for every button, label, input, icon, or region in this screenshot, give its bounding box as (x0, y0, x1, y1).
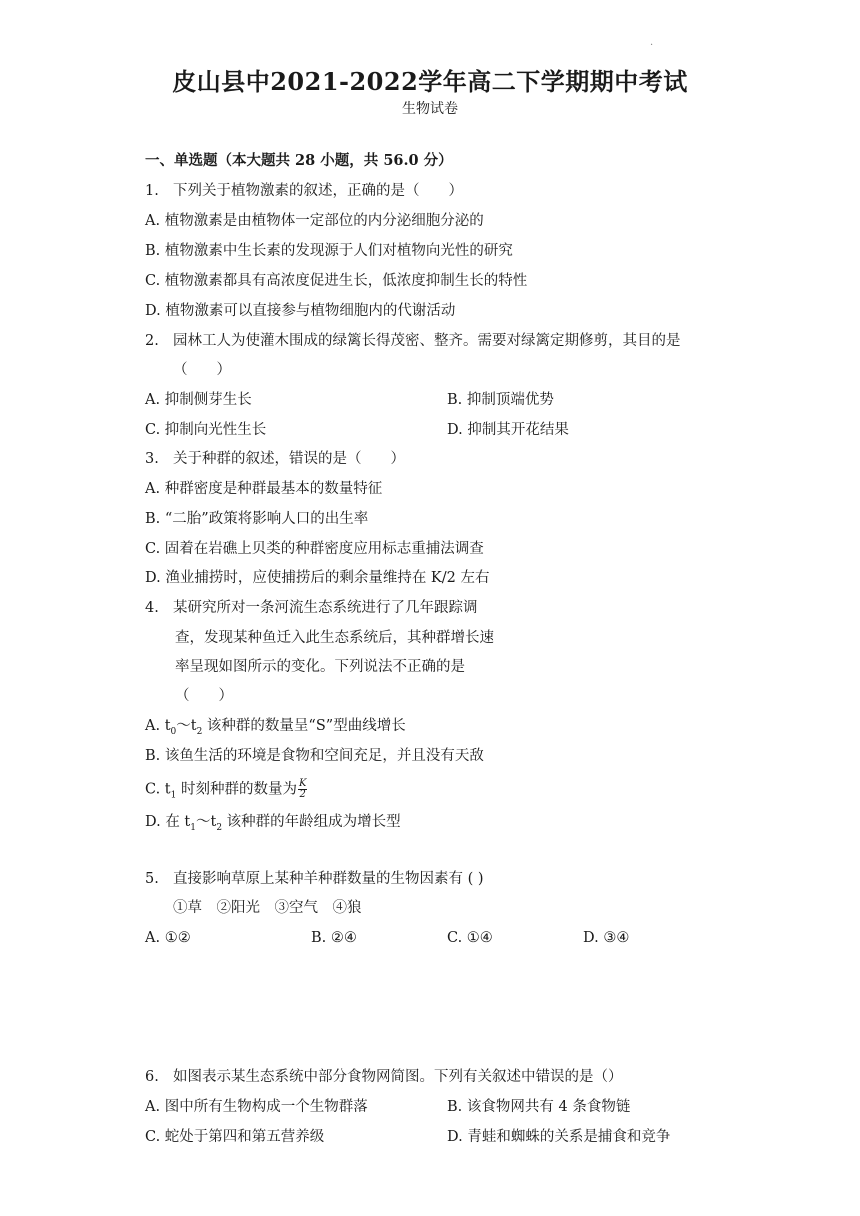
question-2-option-c: C. 抑制向光性生长 (145, 422, 267, 438)
question-2-option-a: A. 抑制侧芽生长 (145, 392, 252, 408)
question-5-option-a: A. ①② (145, 930, 191, 946)
question-4-option-d (145, 812, 401, 838)
question-1-option-a: A. 植物激素是由植物体一定部位的内分泌细胞分泌的 (145, 213, 484, 229)
option-a-rest: 该种群的数量呈“S”型曲线增长 (202, 718, 406, 734)
question-3-option-d: D. 渔业捕捞时，应使捕捞后的剩余量维持在 K/2 左右 (145, 570, 490, 586)
question-4-stem (145, 598, 478, 618)
question-2-number: 2. (145, 333, 159, 349)
question-2-option-d: D. 抑制其开花结果 (447, 422, 569, 438)
subscript-2: 2 (196, 726, 203, 737)
section-heading: 一、单选题（本大题共 28 小题，共 56.0 分） (145, 152, 453, 169)
option-a-mid: ～t (176, 718, 197, 734)
question-5-items: ①草 ②阳光 ③空气 ④狼 (173, 900, 362, 916)
option-d-prefix: D. 在 t (145, 814, 191, 830)
question-5-text: 直接影响草原上某种羊种群数量的生物因素有 ( ) (173, 871, 484, 887)
option-c-prefix: C. t (145, 781, 171, 798)
question-1-text: 下列关于植物激素的叙述，正确的是（ ） (173, 183, 463, 199)
question-3-option-b: B. “二胎”政策将影响人口的出生率 (145, 511, 369, 527)
option-d-rest: 该种群的年龄组成为增长型 (222, 814, 401, 830)
fraction-denominator: 2 (299, 789, 306, 800)
question-3-option-c: C. 固着在岩礁上贝类的种群密度应用标志重捕法调查 (145, 541, 484, 557)
question-2-option-b: B. 抑制顶端优势 (447, 392, 554, 408)
option-a-prefix: A. t (145, 718, 171, 734)
question-3-option-a: A. 种群密度是种群最基本的数量特征 (145, 481, 383, 497)
question-4-option-c (145, 779, 307, 805)
question-5-stem (145, 869, 484, 889)
question-3-number: 3. (145, 451, 159, 467)
question-6-number: 6. (145, 1069, 159, 1085)
option-d-mid: ～t (196, 814, 217, 830)
page-title: 皮山县中2021-2022学年高二下学期期中考试 (172, 67, 688, 96)
question-4-option-a (145, 716, 406, 742)
question-4-option-b: B. 该鱼生活的环境是食物和空间充足，并且没有天敌 (145, 748, 484, 764)
question-5-option-c: C. ①④ (447, 930, 493, 946)
fraction-numerator: K (298, 778, 307, 789)
question-6-stem (145, 1067, 623, 1087)
corner-dot: · (650, 40, 654, 51)
question-5-option-d: D. ③④ (583, 930, 630, 946)
option-c-rest: 时刻种群的数量为 (176, 781, 297, 798)
question-6-option-d: D. 青蛙和蜘蛛的关系是捕食和竞争 (447, 1129, 671, 1145)
question-6-option-a: A. 图中所有生物构成一个生物群落 (145, 1099, 368, 1115)
question-1-stem (145, 181, 463, 201)
question-2-stem (145, 331, 681, 351)
question-4-text-4: （ ） (175, 688, 233, 704)
question-6-option-b: B. 该食物网共有 4 条食物链 (447, 1099, 631, 1115)
question-5-option-b: B. ②④ (311, 930, 357, 946)
question-1-option-d: D. 植物激素可以直接参与植物细胞内的代谢活动 (145, 303, 456, 319)
page-subtitle: 生物试卷 (402, 101, 458, 117)
question-1-number: 1. (145, 183, 159, 199)
question-3-text: 关于种群的叙述，错误的是（ ） (173, 451, 405, 467)
question-3-stem (145, 449, 405, 469)
question-5-number: 5. (145, 871, 159, 887)
question-2-stem-cont: （ ） (173, 362, 231, 378)
question-4-text-2: 查，发现某种鱼迁入此生态系统后，其种群增长速 (175, 630, 494, 646)
question-1-option-b: B. 植物激素中生长素的发现源于人们对植物向光性的研究 (145, 243, 513, 259)
fraction-k-over-2 (298, 779, 307, 800)
question-6-option-c: C. 蛇处于第四和第五营养级 (145, 1129, 325, 1145)
question-4-text-3: 率呈现如图所示的变化。下列说法不正确的是 (175, 659, 465, 675)
subscript-2: 2 (216, 822, 223, 833)
subscript-1: 1 (170, 790, 177, 801)
question-4-text-1: 某研究所对一条河流生态系统进行了几年跟踪调 (173, 600, 478, 616)
subscript-1: 1 (190, 822, 196, 833)
subscript-0: 0 (170, 726, 177, 737)
question-2-text: 园林工人为使灌木围成的绿篱长得茂密、整齐。需要对绿篱定期修剪，其目的是 (173, 333, 681, 349)
question-6-text: 如图表示某生态系统中部分食物网简图。下列有关叙述中错误的是（） (173, 1069, 623, 1085)
question-4-number: 4. (145, 600, 159, 616)
question-1-option-c: C. 植物激素都具有高浓度促进生长，低浓度抑制生长的特性 (145, 273, 528, 289)
